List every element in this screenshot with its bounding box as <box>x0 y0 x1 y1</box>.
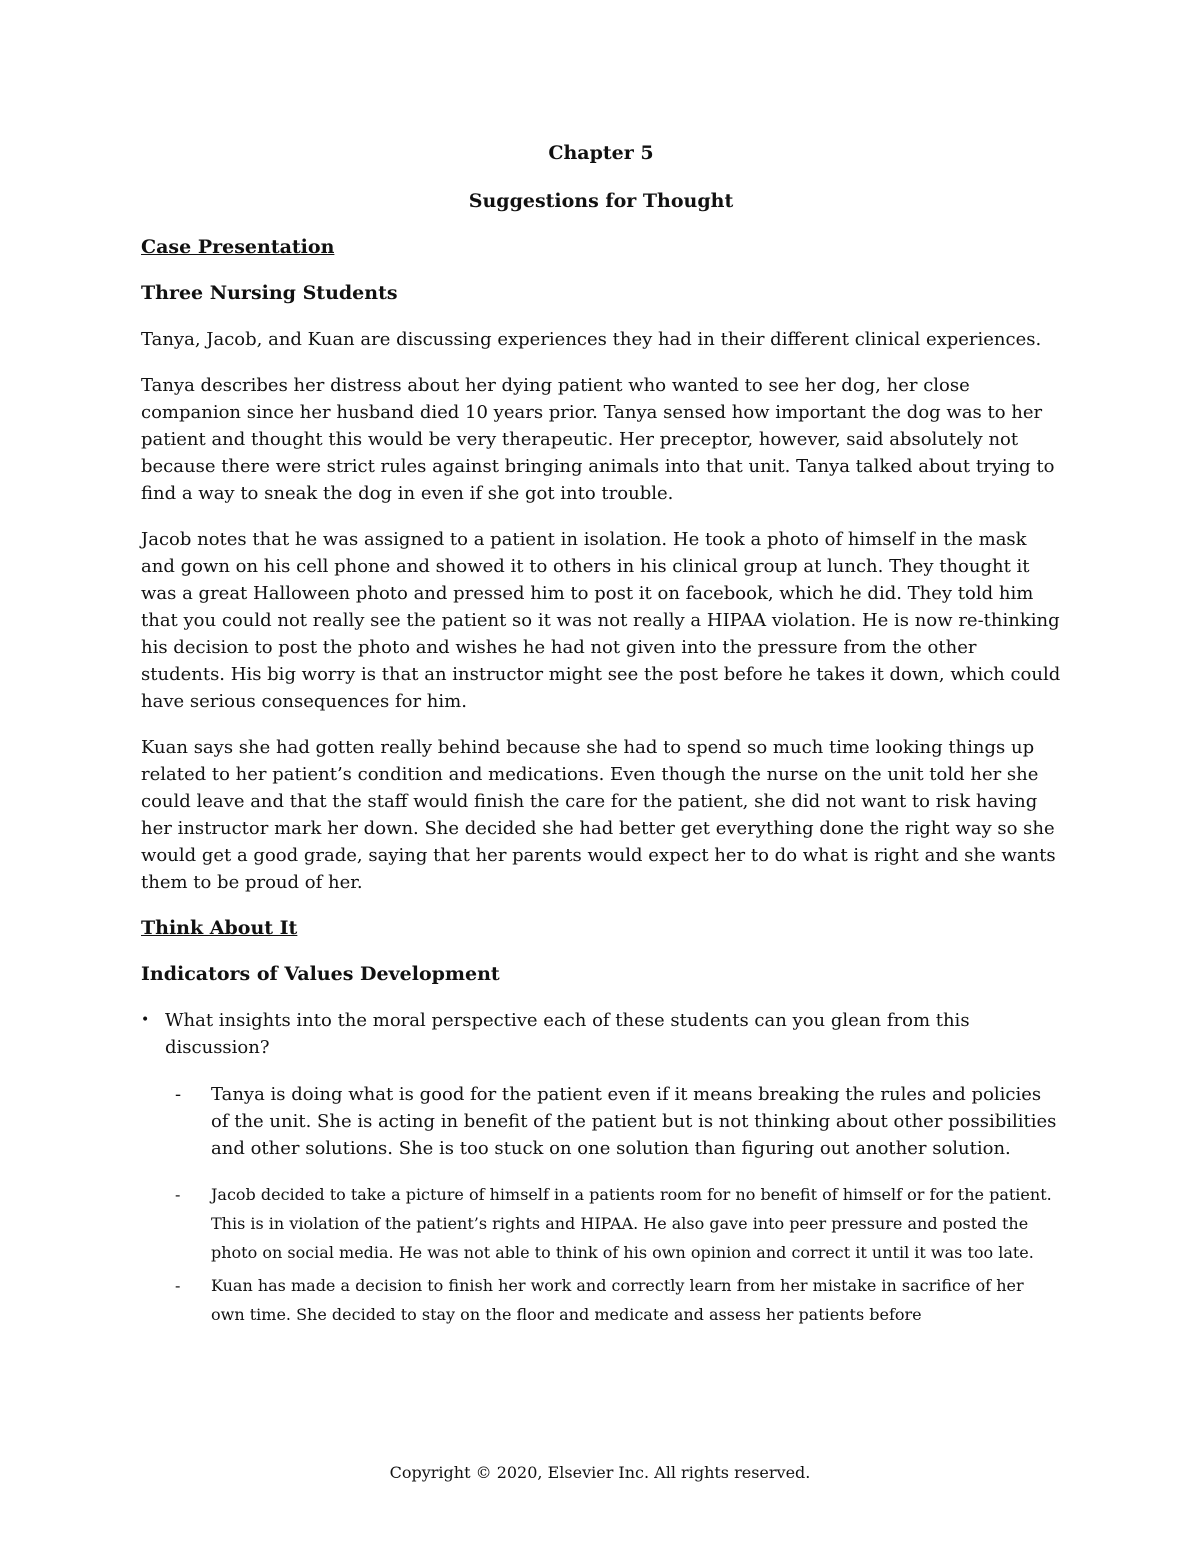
case-presentation-heading: Case Presentation <box>141 236 335 258</box>
page-content <box>141 140 1061 1333</box>
answer-item-tanya <box>175 1081 1061 1162</box>
chapter-title: Chapter 5 <box>548 142 654 164</box>
answer-item-jacob <box>175 1180 1061 1267</box>
dash-marker: - <box>175 1185 181 1204</box>
answer-text-kuan: Kuan has made a decision to finish her work and correctly learn from her mistake in sacrifice of her own time. She decided to stay on the floor and medicate and assess her patients before <box>211 1276 1024 1324</box>
paragraph-jacob: Jacob notes that he was assigned to a patient in isolation. He took a photo of himself in the mask and gown on his cell phone and showed it to others in his clinical group at lunch. They thought it was a great Halloween photo and pressed him to post it on facebook, which he did. They told him that you could not really see the patient so it was not really a HIPAA violation. He is now re-thinking his decision to post the photo and wishes he had not given into the pressure from the other students. His big worry is that an instructor might see the post before he takes it down, which could have serious consequences for him. <box>141 529 1061 712</box>
answer-text-tanya: Tanya is doing what is good for the patient even if it means breaking the rules and policies of the unit. She is acting in benefit of the patient but is not thinking about other possibilities and other solutions. She is too stuck on one solution than figuring out another solution. <box>211 1084 1057 1159</box>
think-about-it-heading: Think About It <box>141 917 298 939</box>
paragraph-intro: Tanya, Jacob, and Kuan are discussing experiences they had in their different clinical experiences. <box>141 329 1042 350</box>
chapter-subtitle: Suggestions for Thought <box>468 190 734 212</box>
answer-list <box>175 1081 1061 1329</box>
paragraph-tanya: Tanya describes her distress about her dying patient who wanted to see her dog, her close companion since her husband died 10 years prior. Tanya sensed how important the dog was to her patient and thought this would be very therapeutic. Her preceptor, however, said absolutely not because there were strict rules against bringing animals into that unit. Tanya talked about trying to find a way to sneak the dog in even if she got into trouble. <box>141 375 1055 504</box>
answer-text-jacob: Jacob decided to take a picture of himself in a patients room for no benefit of himself or for the patient. This is in violation of the patient’s rights and HIPAA. He also gave into peer pressure and posted the photo on social media. He was not able to think of his own opinion and correct it until it was too late. <box>211 1185 1052 1262</box>
answer-item-kuan <box>175 1271 1061 1329</box>
dash-marker: - <box>175 1084 182 1105</box>
paragraph-kuan: Kuan says she had gotten really behind because she had to spend so much time looking things up related to her patient’s condition and medications. Even though the nurse on the unit told her she could leave and that the staff would finish the care for the patient, she did not want to risk having her instructor mark her down. She decided she had better get everything done the right way so she would get a good grade, saying that her parents would expect her to do what is right and she wants them to be proud of her. <box>141 737 1056 893</box>
bullet-question-item <box>141 1007 1061 1061</box>
copyright-footer: Copyright © 2020, Elsevier Inc. All rights reserved. <box>389 1463 811 1482</box>
case-subheading: Three Nursing Students <box>141 282 398 304</box>
bullet-question-text: What insights into the moral perspective each of these students can you glean from this discussion? <box>165 1010 970 1058</box>
dash-marker: - <box>175 1276 181 1295</box>
bullet-marker: • <box>141 1012 150 1028</box>
indicators-heading: Indicators of Values Development <box>141 963 500 985</box>
